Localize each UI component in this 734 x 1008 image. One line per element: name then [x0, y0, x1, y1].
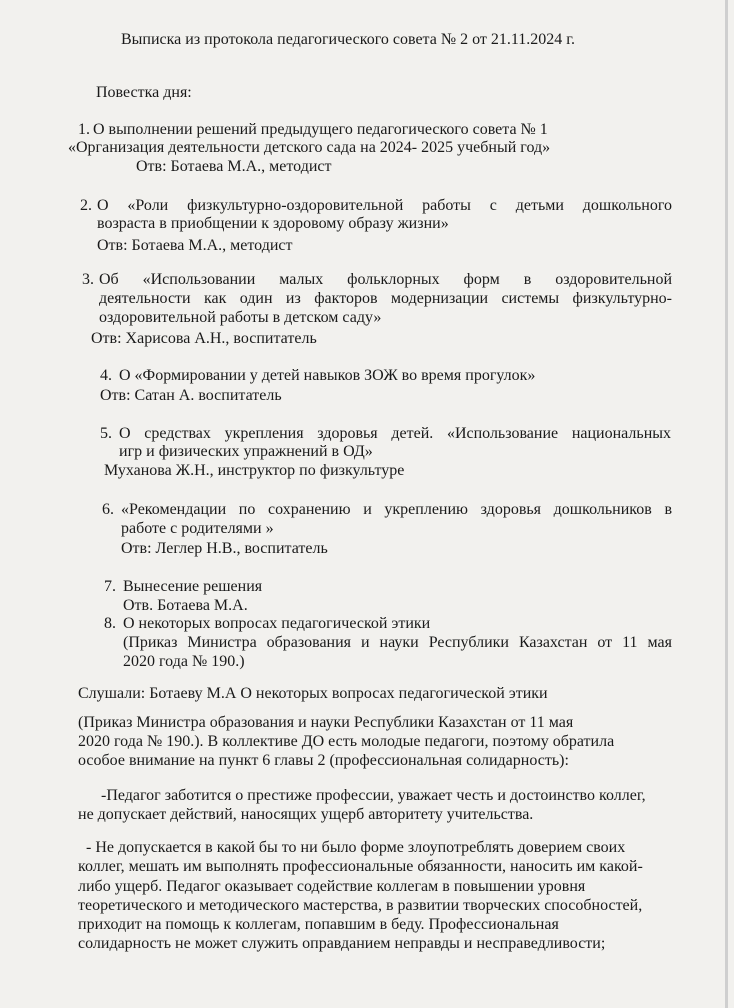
- agenda-item-7-number: 7.: [104, 578, 116, 595]
- agenda-item-4-responsible: Отв: Сатан А. воспитатель: [100, 387, 282, 404]
- paragraph-3-line-5: приходит на помощь к коллегам, попавшим в беду. Профессиональная: [78, 916, 559, 933]
- agenda-item-3-line-1: Об «Использовании малых фольклорных форм в оздоровительной: [99, 271, 672, 288]
- agenda-item-1-number: 1.: [78, 121, 90, 138]
- paragraph-1-line-3: особое внимание на пункт 6 главы 2 (профессиональная солидарность):: [78, 752, 569, 769]
- agenda-item-2-line-1: О «Роли физкультурно-оздоровительной работы с детьми дошкольного: [97, 197, 672, 214]
- agenda-item-2-number: 2.: [80, 197, 92, 214]
- scan-edge: [725, 0, 728, 1008]
- listened-heading: Слушали: Ботаеву М.А О некоторых вопросах педагогической этики: [78, 685, 548, 702]
- agenda-item-8-line-3: 2020 года № 190.): [123, 653, 245, 670]
- paragraph-3-line-4: теоретического и методического мастерства, в развитии творческих способностей,: [78, 897, 643, 914]
- paragraph-2-line-2: не допускает действий, наносящих ущерб авторитету учительства.: [78, 806, 534, 823]
- agenda-item-5-responsible: Муханова Ж.Н., инструктор по физкультуре: [104, 462, 405, 479]
- agenda-item-1-subtitle: «Организация деятельности детского сада на 2024- 2025 учебный год»: [68, 139, 551, 156]
- paragraph-3-line-1: - Не допускается в какой бы то ни было форме злоупотреблять доверием своих: [86, 839, 626, 856]
- agenda-item-3-line-2: деятельности как один из факторов модернизации системы физкультурно-: [99, 290, 672, 307]
- agenda-item-8-line-1: О некоторых вопросах педагогической этики: [123, 615, 431, 632]
- agenda-item-3-line-3: оздоровительной работы в детском саду»: [99, 309, 382, 326]
- agenda-item-6-number: 6.: [102, 501, 114, 518]
- agenda-item-5-line-1: О средствах укрепления здоровья детей. «Использование национальных: [119, 425, 671, 442]
- paragraph-3-line-6: солидарность не может служить оправданием неправды и несправедливости;: [78, 935, 606, 952]
- agenda-item-7-line-1: Вынесение решения: [123, 578, 263, 595]
- paragraph-1-line-1: (Приказ Министра образования и науки Республики Казахстан от 11 мая: [78, 714, 574, 731]
- agenda-item-8-number: 8.: [104, 615, 116, 632]
- agenda-item-3-number: 3.: [82, 271, 94, 288]
- agenda-item-4-line-1: О «Формировании у детей навыков ЗОЖ во время прогулок»: [119, 367, 536, 384]
- agenda-item-7-responsible: Отв. Ботаева М.А.: [123, 597, 248, 614]
- agenda-item-2-line-2: возраста в приобщении к здоровому образу жизни»: [97, 215, 449, 232]
- agenda-item-4-number: 4.: [100, 367, 112, 384]
- agenda-item-1-text: О выполнении решений предыдущего педагогического совета № 1: [93, 121, 548, 138]
- paragraph-2-line-1: -Педагог заботится о престиже профессии, уважает честь и достоинство коллег,: [101, 787, 646, 804]
- agenda-item-6-line-2: работе с родителями »: [121, 520, 274, 537]
- agenda-item-5-number: 5.: [100, 425, 112, 442]
- agenda-item-6-responsible: Отв: Леглер Н.В., воспитатель: [121, 540, 328, 557]
- agenda-item-3-responsible: Отв: Харисова А.Н., воспитатель: [91, 330, 317, 347]
- document-title: Выписка из протокола педагогического совета № 2 от 21.11.2024 г.: [121, 31, 576, 48]
- agenda-item-8-line-2: (Приказ Министра образования и науки Республики Казахстан от 11 мая: [123, 634, 672, 651]
- agenda-item-5-line-2: игр и физических упражнений в ОД»: [119, 443, 373, 460]
- agenda-item-2-responsible: Отв: Ботаева М.А., методист: [97, 237, 293, 254]
- paragraph-1-line-2: 2020 года № 190.). В коллективе ДО есть молодые педагоги, поэтому обратила: [78, 733, 615, 750]
- agenda-item-1-responsible: Отв: Ботаева М.А., методист: [136, 158, 332, 175]
- paragraph-3-line-3: либо ущерб. Педагог оказывает содействие коллегам в повышении уровня: [78, 878, 586, 895]
- paragraph-3-line-2: коллег, мешать им выполнять профессиональные обязанности, наносить им какой-: [78, 858, 643, 875]
- agenda-heading: Повестка дня:: [96, 84, 192, 101]
- agenda-item-6-line-1: «Рекомендации по сохранению и укреплению здоровья дошкольников в: [121, 501, 672, 518]
